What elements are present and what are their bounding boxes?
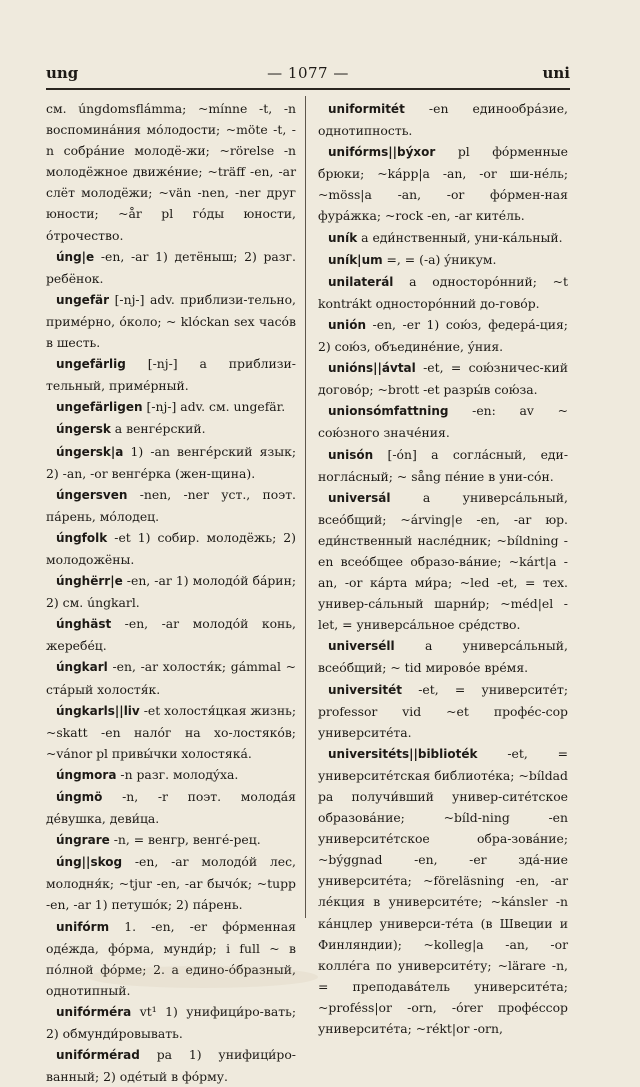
- entry-headword: unións||ávtal: [328, 361, 416, 376]
- dictionary-entry: [46, 764, 296, 786]
- dictionary-entry: [46, 527, 296, 570]
- dictionary-entry: [318, 743, 568, 1039]
- dictionary-entry: [46, 829, 296, 851]
- entry-definition: a еди́нственный, уни-кáльный.: [357, 229, 563, 245]
- entry-definition: -et 1) собир. молодёжь; 2) молодожёны.: [46, 529, 296, 567]
- entry-headword: universéll: [328, 639, 395, 654]
- dictionary-entry: [46, 1044, 296, 1087]
- page-number: — 1077 —: [267, 64, 349, 82]
- right-column: [318, 98, 568, 1039]
- dictionary-entry: [318, 635, 568, 678]
- paper-stain: [88, 966, 318, 988]
- entry-definition: -en: av ~ сою́зного значéния.: [318, 403, 568, 441]
- entry-definition: [-nj-] adv. см. ungefär.: [142, 399, 286, 415]
- dictionary-entry: [46, 246, 296, 289]
- entry-headword: ungefär: [56, 292, 110, 307]
- entry-headword: unisón: [328, 447, 374, 462]
- dictionary-entry: [46, 484, 296, 527]
- dictionary-entry: [318, 98, 568, 141]
- entry-headword: úng|e: [56, 249, 95, 264]
- dictionary-entry: [46, 353, 296, 396]
- entry-headword: ungefärlig: [56, 357, 126, 372]
- entry-definition: a венгéрский.: [110, 421, 206, 437]
- dictionary-entry: [46, 98, 296, 246]
- entry-headword: unionsómfattning: [328, 404, 449, 419]
- dictionary-entry: [318, 400, 568, 443]
- dictionary-entry: [46, 1001, 296, 1044]
- entry-definition: -en, -ar 1) молодóй бáрин; 2) см. úngkarl.: [46, 573, 296, 611]
- dictionary-entry: [46, 396, 296, 418]
- dictionary-entry: [318, 227, 568, 249]
- entry-definition: -en, -ar молодóй конь, жеребéц.: [46, 616, 296, 654]
- entry-definition: -n, = венгр, венгé-рец.: [109, 832, 261, 848]
- entry-headword: úngmora: [56, 767, 117, 782]
- dictionary-entry: [46, 700, 296, 764]
- dictionary-entry: [46, 786, 296, 829]
- dictionary-entry: [46, 916, 296, 1001]
- entry-definition: [-nj-] adv. приблизи-тельно, примéрно, óколо; ~ klóckan sex часóв в шесть.: [46, 291, 296, 351]
- entry-definition: a односторóнний; ~t kontrákt односторóнний до-говóр.: [318, 273, 568, 311]
- entry-headword: úngkarl: [56, 660, 108, 675]
- entry-definition: [-nj-] a приблизи-тельный, примéрный.: [46, 356, 296, 394]
- dictionary-entry: [46, 851, 296, 915]
- entry-headword: unifórmérad: [56, 1048, 140, 1063]
- entry-headword: úngersven: [56, 487, 128, 502]
- dictionary-entry: [318, 487, 568, 636]
- entry-headword: uniformitét: [328, 102, 405, 116]
- entry-definition: a универсáльный, всеóбщий; ~ tid мировóе врéмя.: [318, 638, 568, 676]
- entry-definition: -nen, -ner уст., поэт. пáрень, мóлодец.: [46, 486, 296, 524]
- entry-definition: a универсáльный, всеóбщий; ~árving|e -en, -ar юр. еди́нственный наслéдник; ~bíldning -en всеóбщее образо-вáние; ~kárt|a -an, -or кáрта ми́ра; ~led -et, = тех. универ-сáльный шарни́р; ~méd|el -let, = универсáльное срéдство.: [318, 489, 568, 633]
- entry-headword: universitét: [328, 682, 402, 697]
- dictionary-entry: [46, 570, 296, 613]
- entry-definition: [-ón] a соглáсный, еди-ноглáсный; ~ sång пéние в уни-сóн.: [318, 446, 568, 484]
- entry-headword: úng||skog: [56, 855, 123, 870]
- dictionary-entry: [318, 444, 568, 487]
- entry-headword: únghäst: [56, 617, 112, 632]
- entry-definition: -et холостя́цкая жизнь; ~skatt -en налóг на хо-лостякóв; ~vánor pl привы́чки холостякá.: [46, 702, 296, 761]
- entry-definition: -en, -ar молодóй лес, молодня́к; ~tjur -en, -ar бычóк; ~tupp -en, -ar 1) петушóк; 2) пáрень.: [46, 854, 296, 913]
- entry-headword: ungefärligen: [56, 400, 143, 415]
- dictionary-entry: [46, 418, 296, 440]
- left-guide-word: ung: [46, 64, 79, 82]
- entry-headword: úngersk: [56, 422, 111, 437]
- header-rule: [46, 88, 570, 90]
- entry-definition: -en, -ar холостя́к; gámmal ~ стáрый холостя́к.: [46, 659, 296, 697]
- entry-headword: unifórméra: [56, 1004, 132, 1019]
- entry-headword: universitéts||biblioték: [328, 746, 478, 761]
- page-header: [46, 64, 570, 90]
- entry-definition: -en единообрáзие, однотипность.: [318, 101, 568, 139]
- entry-headword: úngersk|a: [56, 444, 124, 459]
- entry-headword: únghërr|e: [56, 574, 123, 589]
- entry-definition: =, = (-a) ýникум.: [382, 251, 497, 267]
- entry-headword: úngmö: [56, 790, 103, 804]
- entry-definition: pl фóрменные брюки; ~kápp|a -an, -or ши-нéль; ~möss|a -an, -or фóрмен-ная фурáжка; ~rock -en, -ar китéль.: [318, 144, 568, 224]
- entry-headword: universál: [328, 490, 391, 505]
- entry-definition: -et, = сою́зничес-кий договóр; ~brott -et разры́в сою́за.: [318, 360, 568, 398]
- entry-headword: uník|um: [328, 252, 383, 267]
- dictionary-entry: [46, 289, 296, 353]
- dictionary-entry: [46, 613, 296, 656]
- dictionary-entry: [318, 271, 568, 314]
- entry-definition: pa 1) унифици́ро-ванный; 2) одéтый в фóрму.: [46, 1047, 296, 1085]
- entry-definition: -et, = университéтская библиотéка; ~bíldad pa получи́вший универ-ситéтское образовáние; ~bíld-ning -en университéтское обра-зовáние; ~býggnad -en, -er здá-ние университéта; ~föreläsning -en, -ar лéкция в университéте; ~kánsler -n кáнцлер универси-тéта (в Швеции и Финляндии); ~kolleg|a -an, -or коллéга по университéту; ~lärare -n, = преподавáтель университéта; ~proféss|or -orn, -órer профéссор университéта; ~rékt|or -orn,: [318, 745, 568, 1037]
- entry-definition: -et, = университéт; professor vid ~et профéс-сор университéта.: [318, 681, 568, 740]
- dictionary-entry: [46, 656, 296, 699]
- column-divider: [305, 96, 306, 918]
- dictionary-entry: [318, 314, 568, 357]
- dictionary-entry: [318, 679, 568, 743]
- entry-definition: -en, -er 1) сою́з, федерá-ция; 2) сою́з, объединéние, ýния.: [318, 316, 568, 355]
- dictionary-entry: [318, 357, 568, 400]
- entry-definition: vt¹ 1) унифици́ро-вать; 2) обмунди́ровывать.: [46, 1003, 296, 1042]
- left-column: [46, 98, 296, 1087]
- entry-definition: -n разг. молодýха.: [116, 766, 239, 782]
- entry-headword: uník: [328, 230, 358, 245]
- entry-headword: úngrare: [56, 833, 110, 848]
- entry-headword: unilaterál: [328, 274, 394, 289]
- entry-definition: см. úngdomsflámma; ~mínne -t, -n воспоминáния мóлодости; ~möte -t, -n собрáние молодё-жи; ~rörelse -n молодёжное движéние; ~träff -en, -ar слёт молодёжи; ~vän -nen, -ner друг юности; ~år pl гóды юности, óтрочество.: [46, 101, 296, 243]
- dictionary-entry: [46, 441, 296, 484]
- dictionary-entry: [318, 249, 568, 271]
- entry-definition: -n, -r поэт. молодáя дéвушка, деви́ца.: [46, 789, 296, 827]
- right-guide-word: uni: [542, 64, 570, 82]
- entry-headword: unifórms||býxor: [328, 145, 436, 160]
- entry-definition: 1. -en, -er фóрменная одéжда, фóрма, мунди́р; i full ~ в пóлной фóрме; 2. a едино-óбразный, однотипный.: [46, 918, 296, 998]
- entry-definition: 1) -an венгéрский язык; 2) -an, -or венгéрка (жен-щина).: [46, 443, 296, 481]
- entry-headword: unión: [328, 317, 366, 332]
- entry-headword: úngkarls||liv: [56, 703, 140, 718]
- entry-headword: unifórm: [56, 919, 110, 934]
- entry-definition: -en, -ar 1) детёныш; 2) разг. ребёнок.: [46, 248, 296, 286]
- entry-headword: úngfolk: [56, 530, 108, 545]
- dictionary-entry: [318, 141, 568, 226]
